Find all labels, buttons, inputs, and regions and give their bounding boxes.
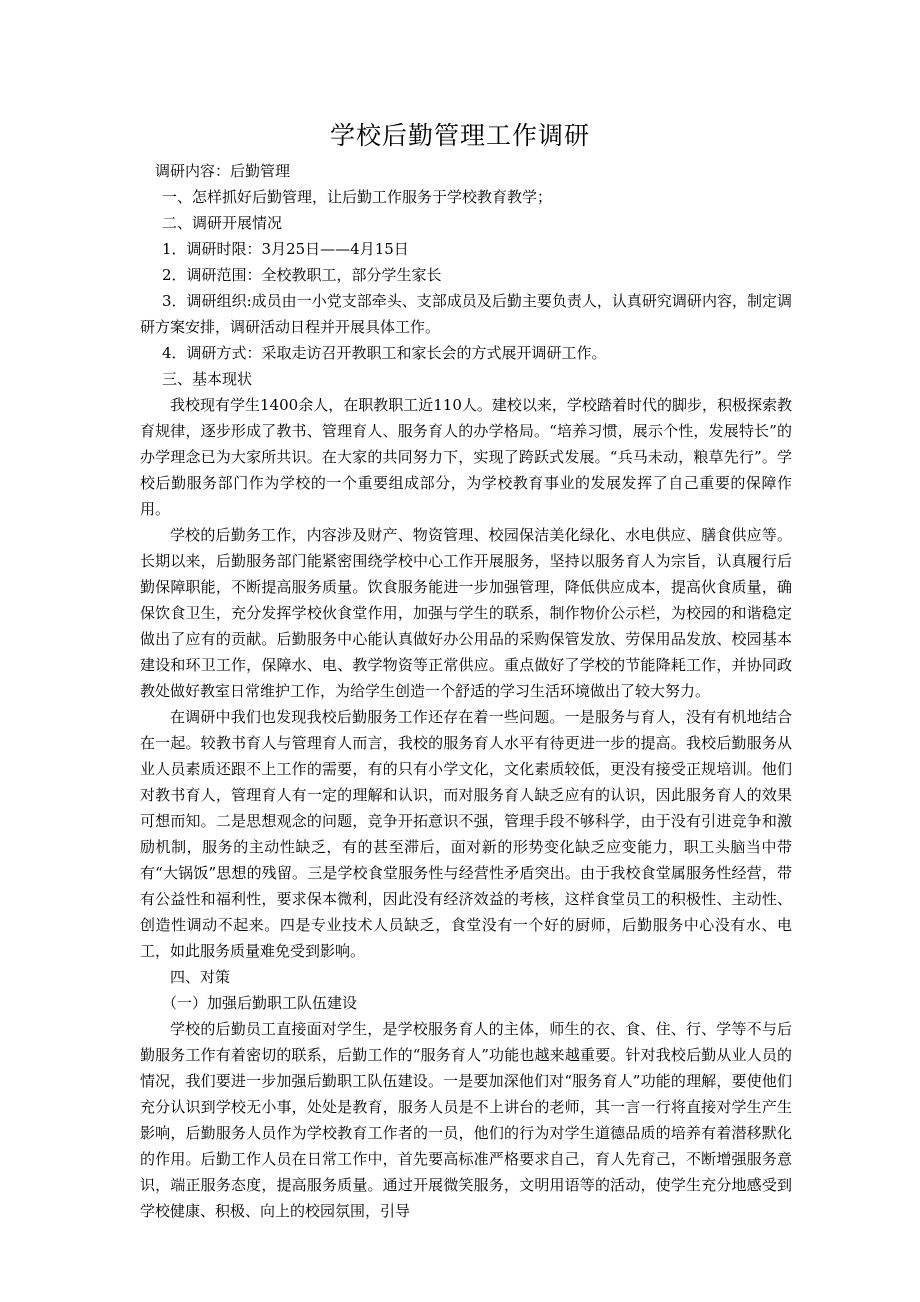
- paragraph-problems: 在调研中我们也发现我校后勤服务工作还存在着一些问题。一是服务与育人，没有有机地结合在一起。较教书育人与管理育人而言，我校的服务育人水平有待更进一步的提高。我校后勤服务从业人员素质还跟不上工作的需要，有的只有小学文化，文化素质较低，更没有接受正规培训。他们对教书育人，管理育人有一定的理解和认识，而对服务育人缺乏应有的认识，因此服务育人的效果可想而知。二是思想观念的问题，竞争开拓意识不强，管理手段不够科学，由于没有引进竞争和激励机制，服务的主动性缺乏，有的甚至滞后，面对新的形势变化缺乏应变能力，职工头脑当中带有“大锅饭”思想的残留。三是学校食堂服务性与经营性矛盾突出。由于我校食堂属服务性经营，带有公益性和福利性，要求保本微利，因此没有经济效益的考核，这样食堂员工的积极性、主动性、创造性调动不起来。四是专业技术人员缺乏，食堂没有一个好的厨师，后勤服务中心没有水、电工，如此服务质量难免受到影响。: [140, 708, 792, 960]
- list-item-scope: 2．调研范围：全校教职工，部分学生家长: [162, 266, 442, 284]
- subject-line: 调研内容：后勤管理: [155, 162, 291, 180]
- document-title: 学校后勤管理工作调研: [329, 121, 590, 150]
- document-body: [140, 158, 792, 1224]
- paragraph-current-status: 我校现有学生1400余人，在职教职工近110人。建校以来，学校踏着时代的脚步，积极探索教育规律，逐步形成了教书、管理育人、服务育人的办学格局。“培养习惯，展示个性，发展特长”的办学理念已为大家所共识。在大家的共同努力下，实现了跨跃式发展。“兵马未动，粮草先行”。学校后勤服务部门作为学校的一个重要组成部分，为学校教育事业的发展发挥了自己重要的保障作用。: [140, 396, 792, 518]
- section-heading-1: 一、怎样抓好后勤管理，让后勤工作服务于学校教育教学；: [162, 188, 553, 206]
- list-item-organization: 3．调研组织:成员由一小党支部牵头、支部成员及后勤主要负责人，认真研究调研内容，制定调研方案安排，调研活动日程并开展具体工作。: [140, 292, 792, 336]
- list-item-method: 4．调研方式：采取走访召开教职工和家长会的方式展开调研工作。: [162, 344, 607, 362]
- paragraph-logistics-work: 学校的后勤务工作，内容涉及财产、物资管理、校园保洁美化绿化、水电供应、膳食供应等。长期以来，后勤服务部门能紧密围绕学校中心工作开展服务，坚持以服务育人为宗旨，认真履行后勤保障职能，不断提高服务质量。饮食服务能进一步加强管理，降低供应成本，提高伙食质量，确保饮食卫生，充分发挥学校伙食堂作用，加强与学生的联系，制作物价公示栏，为校园的和谐稳定做出了应有的贡献。后勤服务中心能认真做好办公用品的采购保管发放、劳保用品发放、校园基本建设和环卫工作，保障水、电、教学物资等正常供应。重点做好了学校的节能降耗工作，并协同政教处做好教室日常维护工作，为给学生创造一个舒适的学习生活环境做出了较大努力。: [140, 526, 792, 700]
- section-heading-2: 二、调研开展情况: [162, 214, 283, 232]
- list-item-time-limit: 1．调研时限：3月25日——4月15日: [162, 240, 409, 258]
- section-heading-3: 三、基本现状: [162, 370, 253, 388]
- subsection-heading-1: （一）加强后勤职工队伍建设: [162, 994, 358, 1012]
- paragraph-staff-building: 学校的后勤员工直接面对学生，是学校服务育人的主体，师生的衣、食、住、行、学等不与后勤服务工作有着密切的联系，后勤工作的“服务育人”功能也越来越重要。针对我校后勤从业人员的情况，我们要进一步加强后勤职工队伍建设。一是要加深他们对“服务育人”功能的理解，要使他们充分认识到学校无小事，处处是教育，服务人员是不上讲台的老师，其一言一行将直接对学生产生影响，后勤服务人员作为学校教育工作者的一员，他们的行为对学生道德品质的培养有着潜移默化的作用。后勤工作人员在日常工作中，首先要高标准严格要求自己，育人先育己，不断增强服务意识，端正服务态度，提高服务质量。通过开展微笑服务，文明用语等的活动，使学生充分地感受到学校健康、积极、向上的校园氛围，引导: [140, 1020, 792, 1220]
- section-heading-4: 四、对策: [170, 968, 231, 986]
